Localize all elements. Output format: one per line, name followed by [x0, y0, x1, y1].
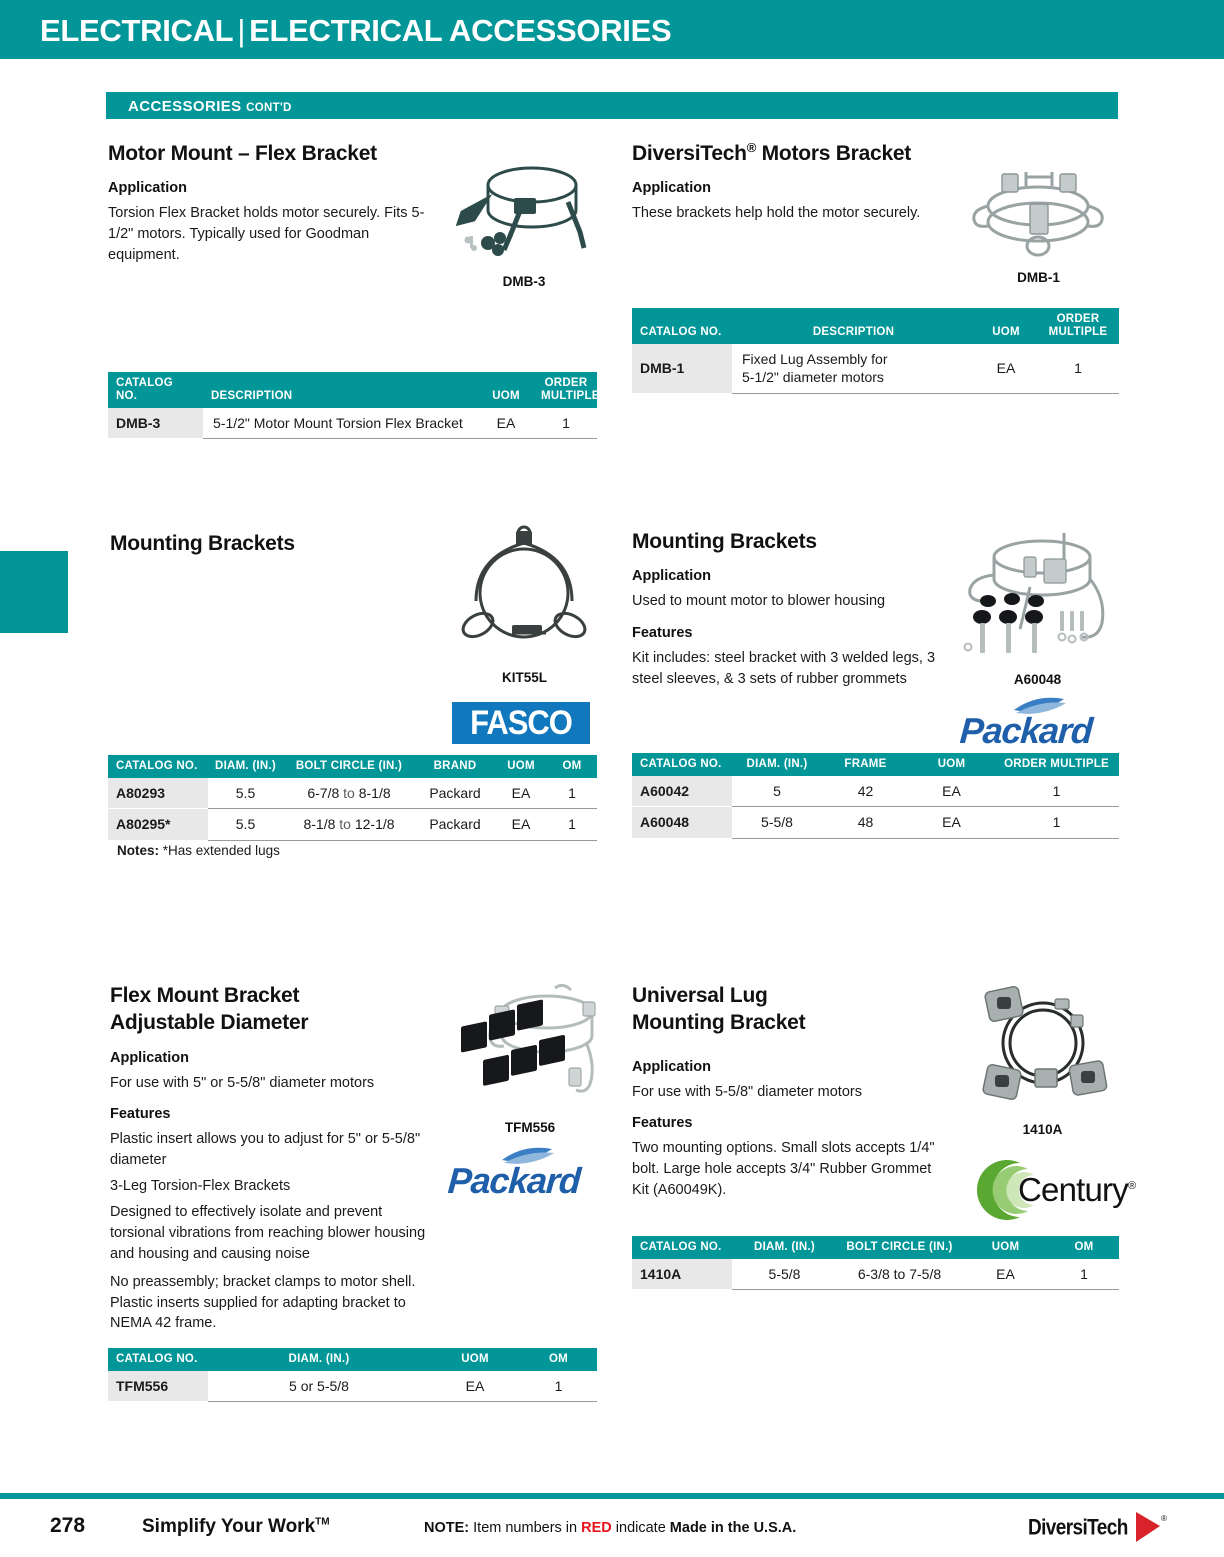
product-3-title: Mounting Brackets [110, 532, 295, 555]
th-catalog-no: CATALOG NO. [108, 755, 208, 778]
product-2-image [966, 160, 1111, 265]
diversitech-logo [1028, 1510, 1174, 1544]
section-bar-label [128, 98, 292, 115]
cell-order-multiple: 1 [1037, 344, 1119, 393]
cell-om: 1 [520, 1371, 597, 1402]
diversitech-reg: ® [1161, 1514, 1167, 1523]
product-5-feature-4: No preassembly; bracket clamps to motor shell. Plastic inserts supplied for adapting bracket to NEMA 42 frame. [110, 1273, 416, 1332]
product-4-image-caption: A60048 [1013, 672, 1062, 687]
product-5-feature-2: 3-Leg Torsion-Flex Brackets [110, 1178, 291, 1195]
diversitech-logo-text: DiversiTech [1028, 1516, 1128, 1541]
th-catalog-no: CATALOG NO. [108, 1348, 208, 1371]
product-1-application-label: Application [108, 180, 187, 197]
cell-frame: 48 [822, 807, 909, 838]
th-bolt-circle: BOLT CIRCLE (IN.) [283, 755, 415, 778]
product-6-features-text: Two mounting options. Small slots accepts 1/4" bolt. Large hole accepts 3/4" Rubber Grommet Kit (A60049K). [632, 1140, 935, 1199]
product-3-image-caption: KIT55L [501, 670, 547, 685]
table-header-row [632, 1236, 1119, 1259]
th-om: OM [520, 1348, 597, 1371]
cell-uom: EA [962, 1259, 1049, 1290]
cell-order-multiple: 1 [994, 776, 1119, 807]
cell-diam: 5 [732, 776, 822, 807]
th-uom: UOM [975, 308, 1037, 344]
cell-diam: 5 or 5-5/8 [208, 1371, 430, 1402]
cell-brand: Packard [415, 778, 495, 809]
product-1-table [108, 372, 600, 439]
th-uom: UOM [495, 755, 547, 778]
product-6-features-label: Features [632, 1115, 693, 1132]
th-uom: UOM [909, 753, 994, 776]
cell-catalog-no: TFM556 [108, 1371, 208, 1402]
product-3-notes [117, 843, 280, 858]
bolt-max: 12-1/8 [354, 816, 395, 833]
th-diam: DIAM. (IN.) [208, 1348, 430, 1371]
page-header-title [40, 13, 671, 49]
cell-catalog-no: A60048 [632, 807, 732, 838]
cell-catalog-no: 1410A [632, 1259, 732, 1290]
product-1-application-text: Torsion Flex Bracket holds motor securely. Fits 5-1/2" motors. Typically used for Goodman equipment. [108, 205, 425, 264]
product-5-text [110, 982, 430, 1334]
product-5-image [455, 980, 605, 1105]
product-4-application-label: Application [632, 568, 711, 585]
bolt-max: 8-1/8 [358, 784, 391, 801]
product-5-features-label: Features [110, 1106, 171, 1123]
product-2-image-caption: DMB-1 [1017, 270, 1060, 285]
cell-bolt-circle [283, 778, 415, 809]
bolt-to: to [343, 784, 355, 801]
th-diam: DIAM. (IN.) [732, 1236, 837, 1259]
th-bolt-circle: BOLT CIRCLE (IN.) [837, 1236, 962, 1259]
header-subcategory: ELECTRICAL ACCESSORIES [249, 13, 672, 48]
table-row [108, 1371, 597, 1402]
bolt-max: 7-5/8 [909, 1265, 942, 1282]
table-row [108, 408, 597, 439]
th-om: OM [547, 755, 597, 778]
century-reg: ® [1127, 1180, 1136, 1192]
th-brand: BRAND [415, 755, 495, 778]
cell-catalog-no: A80293 [108, 778, 208, 809]
product-5-feature-3: Designed to effectively isolate and prevent torsional vibrations from reaching blower housing and housing and causing noise [110, 1204, 426, 1262]
product-6-application-text: For use with 5-5/8" diameter motors [632, 1083, 862, 1100]
fasco-logo [452, 702, 590, 744]
product-1-image [444, 140, 604, 265]
table-row [632, 807, 1119, 838]
th-order-multiple: ORDER MULTIPLE [994, 753, 1119, 776]
table-header-row [108, 1348, 597, 1371]
th-description: DESCRIPTION [203, 372, 477, 408]
cell-diam: 5.5 [208, 778, 283, 809]
product-6-application-label: Application [632, 1058, 711, 1075]
notes-text: *Has extended lugs [162, 843, 280, 858]
footer-note-label: NOTE: [424, 1520, 470, 1536]
packard-logo-2 [446, 1146, 603, 1201]
section-bar [106, 92, 1118, 119]
product-4-title: Mounting Brackets [632, 530, 817, 553]
footer-note-red: RED [581, 1520, 612, 1536]
notes-label: Notes: [117, 843, 160, 858]
bolt-to: to [893, 1265, 906, 1282]
cell-uom: EA [477, 408, 535, 439]
bolt-to: to [339, 816, 351, 833]
cell-diam: 5.5 [208, 809, 283, 840]
product-6-text [632, 982, 952, 1201]
product-5-feature-1: Plastic insert allows you to adjust for 5" or 5-5/8" diameter [110, 1131, 421, 1169]
product-6-image [975, 983, 1110, 1108]
cell-description: Fixed Lug Assembly for 5-1/2" diameter motors [732, 344, 975, 393]
th-catalog-no: CATALOG NO. [108, 372, 203, 408]
product-5-image-caption: TFM556 [504, 1120, 556, 1135]
footer-tagline-text: Simplify Your Work [142, 1516, 316, 1537]
cell-diam: 5-5/8 [732, 807, 822, 838]
product-4-text [632, 528, 967, 690]
product-6-title-line1: Universal Lug [632, 984, 768, 1007]
footer-note-bold: Made in the U.S.A. [669, 1520, 797, 1536]
section-bar-suffix: CONT'D [246, 102, 292, 114]
cell-uom: EA [495, 778, 547, 809]
th-uom: UOM [430, 1348, 520, 1371]
product-2-title-rest: Motors Bracket [756, 142, 912, 165]
cell-catalog-no: A60042 [632, 776, 732, 807]
table-row [632, 776, 1119, 807]
table-header-row [632, 308, 1119, 344]
product-4-image [960, 527, 1115, 662]
product-4-application-text: Used to mount motor to blower housing [632, 593, 886, 610]
cell-uom: EA [909, 807, 994, 838]
cell-order-multiple: 1 [994, 807, 1119, 838]
th-diam: DIAM. (IN.) [208, 755, 283, 778]
footer-note [424, 1520, 796, 1536]
product-6-image-caption: 1410A [1022, 1122, 1063, 1137]
product-2-table [632, 308, 1119, 394]
product-1-text [108, 140, 438, 266]
th-order-multiple: ORDER MULTIPLE [1037, 308, 1119, 344]
product-5-table [108, 1348, 597, 1402]
table-header-row [108, 755, 597, 778]
cell-om: 1 [1049, 1259, 1119, 1290]
product-3-text [110, 530, 440, 557]
th-diam: DIAM. (IN.) [732, 753, 822, 776]
th-order-multiple: ORDER MULTIPLE [535, 372, 597, 408]
product-5-title [110, 982, 430, 1037]
table-row [632, 344, 1119, 393]
product-5-title-line2: Adjustable Diameter [110, 1011, 309, 1035]
page-number: 278 [50, 1514, 86, 1537]
century-word: Century [1018, 1171, 1128, 1208]
cell-uom: EA [909, 776, 994, 807]
bolt-min: 6-7/8 [307, 784, 340, 801]
packard-logo-text: Packard [958, 710, 1094, 751]
product-1-image-caption: DMB-3 [502, 274, 546, 289]
product-6-title [632, 982, 952, 1037]
product-4-table [632, 753, 1119, 839]
th-catalog-no: CATALOG NO. [632, 308, 732, 344]
th-om: OM [1049, 1236, 1119, 1259]
product-1-title: Motor Mount – Flex Bracket [108, 142, 377, 165]
century-logo [962, 1155, 1136, 1225]
footer-note-text-2: indicate [611, 1520, 670, 1536]
cell-brand: Packard [415, 809, 495, 840]
th-uom: UOM [962, 1236, 1049, 1259]
table-header-row [108, 372, 597, 408]
section-bar-title: ACCESSORIES [128, 98, 242, 115]
cell-catalog-no: DMB-3 [108, 408, 203, 439]
header-separator: | [237, 13, 246, 48]
product-3-table [108, 755, 597, 841]
header-category: ELECTRICAL [40, 13, 234, 48]
product-4-features-label: Features [632, 625, 693, 642]
product-5-title-line1: Flex Mount Bracket [110, 984, 300, 1007]
cell-diam: 5-5/8 [732, 1259, 837, 1290]
side-index-tab [0, 551, 68, 633]
cell-uom: EA [975, 344, 1037, 393]
table-row [108, 778, 597, 809]
packard-logo-1 [958, 696, 1115, 751]
product-6-table [632, 1236, 1119, 1290]
product-4-features-text: Kit includes: steel bracket with 3 welded legs, 3 steel sleeves, & 3 sets of rubber grommets [632, 650, 936, 688]
cell-order-multiple: 1 [535, 408, 597, 439]
th-uom: UOM [477, 372, 535, 408]
product-6-title-line2: Mounting Bracket [632, 1011, 806, 1035]
cell-frame: 42 [822, 776, 909, 807]
footer-rule [0, 1493, 1224, 1499]
cell-catalog-no: DMB-1 [632, 344, 732, 393]
cell-bolt-circle [837, 1259, 962, 1290]
table-row [108, 809, 597, 840]
product-2-title-reg: ® [746, 140, 757, 155]
footer-note-text-1: Item numbers in [469, 1520, 582, 1536]
footer-tagline-tm: TM [315, 1516, 330, 1528]
cell-om: 1 [547, 809, 597, 840]
product-5-application-label: Application [110, 1049, 189, 1066]
cell-description: 5-1/2" Motor Mount Torsion Flex Bracket [203, 408, 477, 439]
th-catalog-no: CATALOG NO. [632, 1236, 732, 1259]
product-2-text [632, 140, 972, 224]
cell-uom: EA [495, 809, 547, 840]
cell-catalog-no: A80295* [108, 809, 208, 840]
cell-om: 1 [547, 778, 597, 809]
th-catalog-no: CATALOG NO. [632, 753, 732, 776]
product-2-application-text: These brackets help hold the motor securely. [632, 205, 921, 222]
footer-tagline [142, 1516, 330, 1538]
product-5-application-text: For use with 5" or 5-5/8" diameter motors [110, 1074, 375, 1091]
product-3-image [452, 525, 597, 655]
cell-bolt-circle [283, 809, 415, 840]
th-description: DESCRIPTION [732, 308, 975, 344]
century-logo-text [1018, 1171, 1135, 1209]
table-row [632, 1259, 1119, 1290]
fasco-logo-text: FASCO [470, 702, 572, 743]
th-frame: FRAME [822, 753, 909, 776]
product-2-title [632, 140, 972, 167]
bolt-min: 6-3/8 [857, 1265, 890, 1282]
table-header-row [632, 753, 1119, 776]
product-2-application-label: Application [632, 180, 711, 197]
cell-uom: EA [430, 1371, 520, 1402]
bolt-min: 8-1/8 [303, 816, 336, 833]
packard-logo-text: Packard [446, 1160, 582, 1201]
product-2-title-main: DiversiTech [632, 142, 747, 165]
